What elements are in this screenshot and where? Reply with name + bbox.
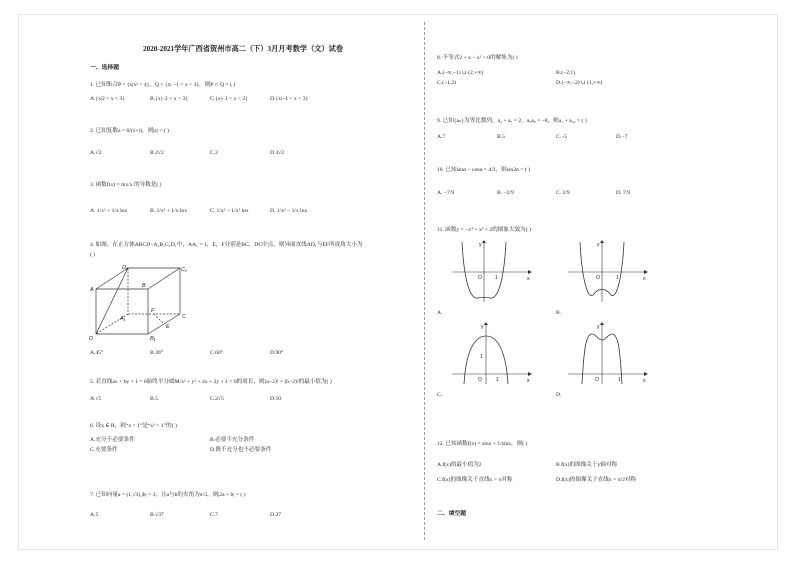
q6-option-d: D.既不充分也不必要条件 <box>210 447 272 453</box>
graph-a-x-label: x <box>527 276 530 282</box>
q6-option-b: B.必要不充分条件 <box>210 437 255 443</box>
q1-option-c: C.{x|−1 < x < 2} <box>210 96 248 102</box>
q8-option-d: D.(−∞,−2) ∪ (1,+∞) <box>556 80 603 86</box>
q7-option-d: D.37 <box>270 512 282 518</box>
q4-option-a: A.45° <box>90 350 104 356</box>
graph-b-origin: O <box>596 275 600 281</box>
q6-stem: 6. 设x ∈ R，则“x > 1”是“x³ > 1”的( ) <box>90 423 177 429</box>
q6-option-a: A.充分不必要条件 <box>90 437 135 443</box>
label-b: B <box>142 283 146 289</box>
q9-option-d: D.−7 <box>616 134 628 140</box>
q2-option-a: A.√2 <box>90 150 102 156</box>
q8-option-b: B.(−2,1) <box>556 70 576 76</box>
graph-c-y-tick: 1 <box>480 354 483 360</box>
q3-option-a: A. 1/x² + 1/x lnx <box>90 208 128 214</box>
graph-a-tick: 1 <box>495 275 498 281</box>
q9-option-c: C.−5 <box>556 134 568 140</box>
label-f: F <box>151 308 155 314</box>
q7-option-b: B.√37 <box>150 512 164 518</box>
graph-b-tick: 1 <box>616 275 619 281</box>
q5-option-a: A.√5 <box>90 396 102 402</box>
q9-stem: 9. 已知{aₙ}为等比数列，a₄ + a₇ = 2，a₅a₆ = −8，则a₁ + a₁₀ = ( ) <box>437 118 587 124</box>
q12-option-d: D.f(x)的图像关于直线x = π/2对称 <box>556 477 637 483</box>
graph-c-y-label: y <box>481 324 484 330</box>
q5-option-d: D.10 <box>270 396 282 402</box>
q11-stem: 11. 函数y = −x⁴ + x² + 2的图象大致为( ) <box>437 227 531 233</box>
label-b1: B₁ <box>150 336 156 342</box>
q3-option-b: B. 1/x² + 1/x lnx <box>150 208 187 214</box>
label-e: E <box>166 324 170 330</box>
q10-option-d: D. 7/9 <box>616 190 630 196</box>
q12-option-b: B.f(x)的图像关于y轴对称 <box>556 462 618 468</box>
label-a1: A₁ <box>120 316 126 322</box>
q11-option-b: B. <box>556 310 562 316</box>
q4-blank: ( ) <box>90 252 96 258</box>
q11-option-a: A. <box>437 310 443 316</box>
q5-option-c: C.2√5 <box>210 396 224 402</box>
q4-stem: 4. 如图，在正方体ABCD−A₁B₁C₁D₁中，AA₁ = 1，E，F分别是BC，DC中点，则异面直线AD₁与EF所成角大小为 <box>90 242 363 248</box>
label-c1: C₁ <box>181 267 187 273</box>
q2-option-b: B.2√2 <box>150 150 164 156</box>
q3-option-d: D. 1/x² − 1/x lnx <box>270 208 308 214</box>
graph-c-origin: O <box>478 377 482 383</box>
q2-option-d: D.3√2 <box>270 150 285 156</box>
graph-c <box>450 322 532 386</box>
q1-option-b: B.{x|−2 < x < 3} <box>150 96 188 102</box>
q1-option-a: A.{x|2 < x < 3} <box>90 96 126 102</box>
q3-stem: 3. 函数f(x) = lnx/x 的导数是( ) <box>90 182 162 188</box>
q10-stem: 10. 已知sinα − cosα = 4/3，则sin2α = ( ) <box>437 167 530 173</box>
graph-b-x-label: x <box>643 276 646 282</box>
q3-option-c: C. 1/x² − 1/x² lnx <box>210 208 249 214</box>
graph-c-x-label: x <box>527 378 530 384</box>
q4-option-c: C.60° <box>210 350 223 356</box>
q9-option-b: B.5 <box>497 134 505 140</box>
q12-stem: 12. 已知函数f(x) = sinx + 1/sinx，则( ) <box>437 441 528 447</box>
q4-option-d: D.90° <box>270 350 284 356</box>
label-c: C <box>182 314 186 320</box>
graph-d-origin: O <box>595 377 599 383</box>
q5-stem: 5. 若直线ax + by + 1 = 0始终平分圆M:x² + y² + 4x + 2y + 1 = 0的周长，则(a−2)² + (b−2)²的最小值为( ) <box>90 379 332 385</box>
label-d: D <box>89 336 93 342</box>
graph-b <box>566 240 648 304</box>
graph-b-y-label: y <box>597 242 600 248</box>
q1-option-d: D.{x|−1 < x < 3} <box>270 96 309 102</box>
graph-a-y-label: y <box>479 242 482 248</box>
graph-d-tick: 1 <box>618 377 621 383</box>
q8-option-a: A.(−∞,−1) ∪ (2,+∞) <box>437 70 484 76</box>
q1-stem: 1. 已知集合P = {x|x² < 4}，Q = {x| −1 < x < 3}，则P ∩ Q = ( ) <box>90 82 236 88</box>
q12-option-c: C.f(x)的图像关于直线x = π对称 <box>437 477 513 483</box>
graph-d <box>566 322 648 386</box>
q8-stem: 8. 不等式2 + x − x² < 0的解集为( ) <box>437 55 518 61</box>
cube-figure <box>88 262 198 344</box>
q7-stem: 7. 已知向量a = (1,√3),|b| = 3，且a与b的夹角为π/3，则|2a + b| = ( ) <box>90 492 246 498</box>
column-divider <box>424 22 425 540</box>
graph-c-tick: 1 <box>496 377 499 383</box>
q2-option-c: C.3 <box>210 150 218 156</box>
q4-option-b: B.30° <box>150 350 163 356</box>
graph-a-origin: O <box>478 275 482 281</box>
q10-option-a: A. −7/9 <box>437 190 455 196</box>
section-fill-heading: 二、填空题 <box>437 511 466 517</box>
exam-title: 2020-2021学年广西省贺州市高二（下）3月月考数学（文）试卷 <box>142 45 344 53</box>
label-a: A <box>90 287 94 293</box>
q12-option-a: A.f(x)的最小值为2 <box>437 462 482 468</box>
q10-option-b: B. −2/9 <box>497 190 514 196</box>
q6-option-c: C.充要条件 <box>90 447 118 453</box>
q8-option-c: C.(−1,2) <box>437 80 457 86</box>
q5-option-b: B.5 <box>150 396 158 402</box>
graph-a <box>450 240 532 304</box>
q7-option-a: A.5 <box>90 512 99 518</box>
graph-d-y-label: y <box>597 324 600 330</box>
q9-option-a: A.7 <box>437 134 446 140</box>
q11-option-c: C. <box>437 392 443 398</box>
label-d1: D₁ <box>122 265 128 271</box>
section-choice-heading: 一、选择题 <box>90 65 119 71</box>
q11-option-d: D. <box>556 392 562 398</box>
q7-option-c: C.7 <box>210 512 218 518</box>
graph-d-x-label: x <box>643 378 646 384</box>
q2-stem: 2. 已知复数z = 6/(1+i)，则|z| = ( ) <box>90 128 169 134</box>
q10-option-c: C. 2/9 <box>556 190 570 196</box>
